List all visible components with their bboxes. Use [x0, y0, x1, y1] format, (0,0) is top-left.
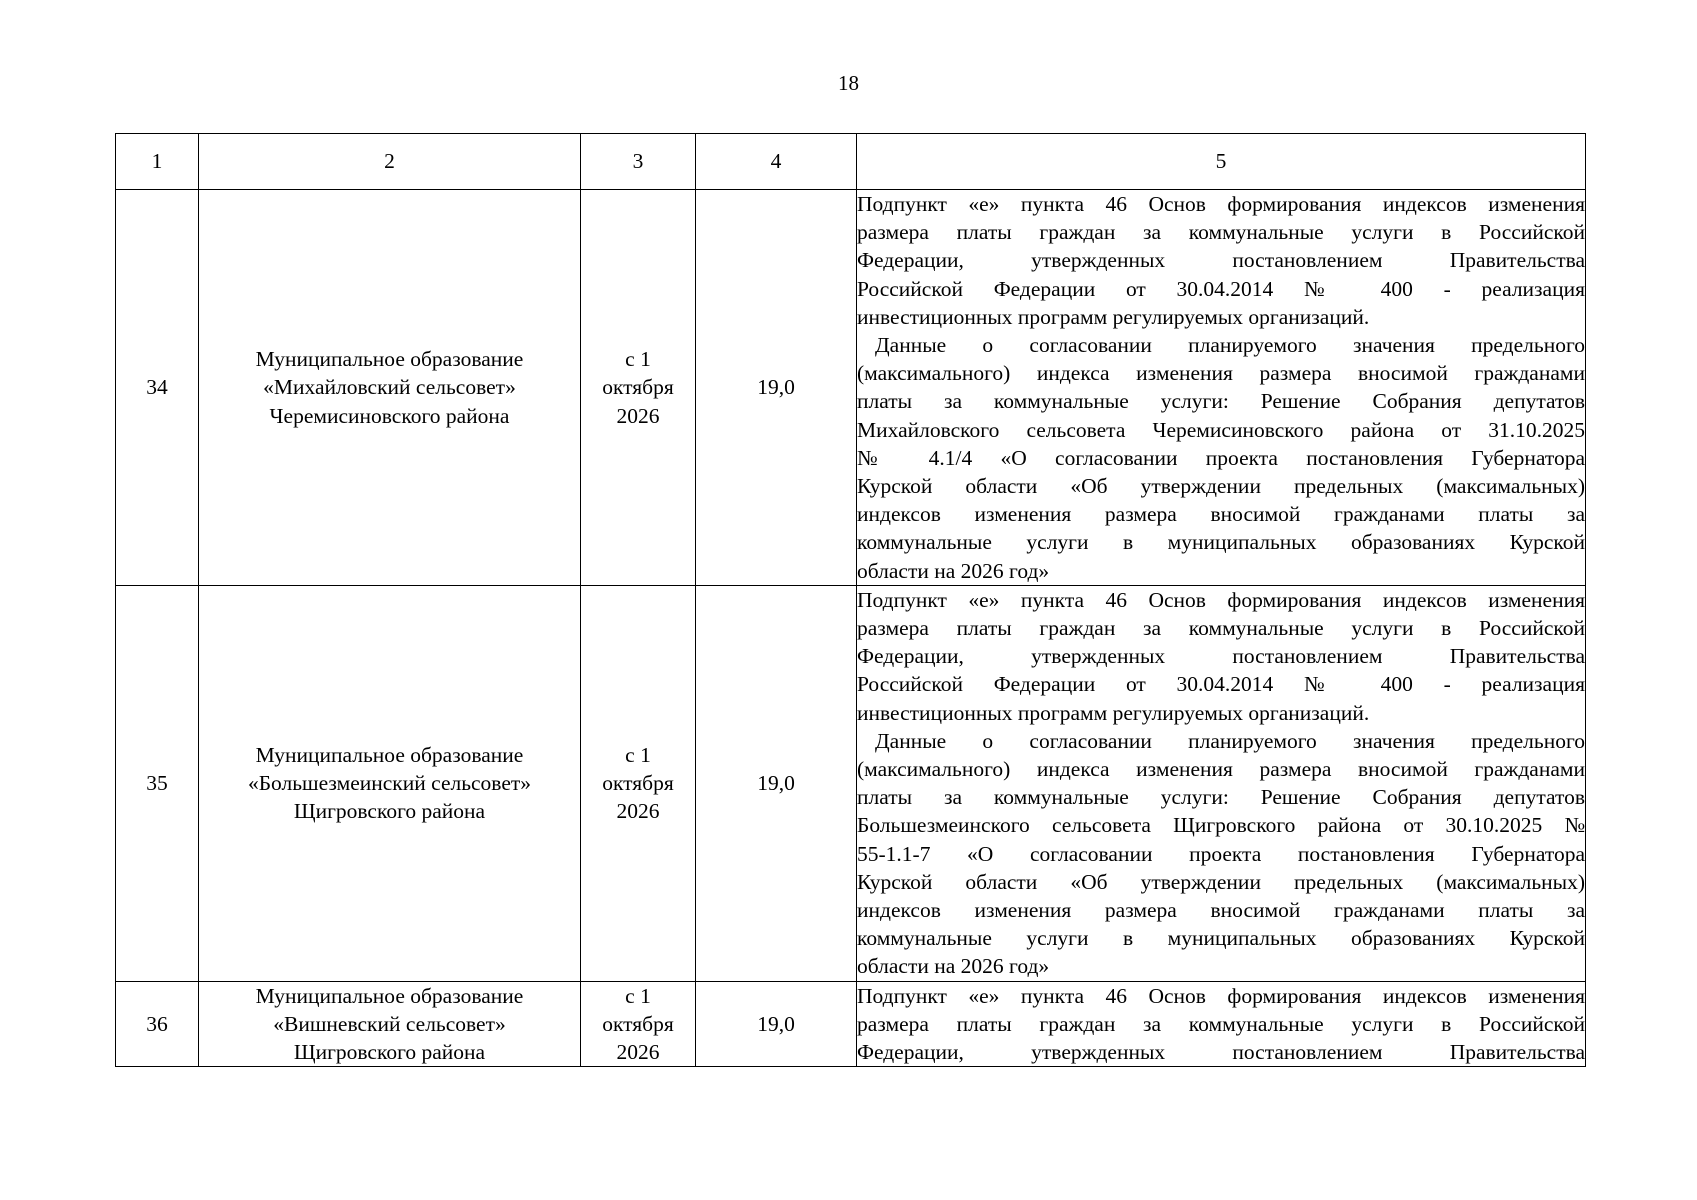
basis-line: Подпункт «е» пункта 46 Основ формирования индексов изменения — [857, 587, 1585, 612]
effective-date-cell — [581, 981, 696, 1067]
effective-date-cell — [581, 190, 696, 586]
table-row — [116, 585, 1586, 981]
municipality-line: «Большезмеинский сельсовет» — [247, 771, 532, 796]
basis-cell — [857, 585, 1586, 981]
municipality-line: «Михайловский сельсовет» — [263, 375, 516, 400]
page-number: 18 — [838, 71, 859, 95]
basis-line: № 4.1/4 «О согласовании проекта постановления Губернатора — [857, 445, 1585, 470]
basis-line: размера платы граждан за коммунальные услуги в Российской — [857, 220, 1585, 245]
municipality-cell — [199, 981, 581, 1067]
column-header: 1 — [116, 134, 199, 190]
basis-line: Курской области «Об утверждении предельных (максимальных) — [857, 869, 1585, 894]
date-line: с 1 — [625, 347, 651, 372]
index-table — [115, 133, 1586, 1067]
basis-line: 55-1.1-7 «О согласовании проекта постановления Губернатора — [857, 841, 1585, 866]
row-number: 34 — [116, 190, 199, 586]
municipality-line: Щигровского района — [293, 1040, 486, 1065]
basis-line: Федерации, утвержденных постановлением Правительства — [857, 248, 1585, 273]
basis-line: (максимального) индекса изменения размера вносимой гражданами — [857, 361, 1585, 386]
basis-line: Михайловского сельсовета Черемисиновского района от 31.10.2025 — [857, 417, 1585, 442]
column-header: 4 — [696, 134, 857, 190]
index-value: 19,0 — [696, 981, 857, 1067]
basis-line: платы за коммунальные услуги: Решение Собрания депутатов — [857, 785, 1585, 810]
table-header-row — [116, 134, 1586, 190]
index-value: 19,0 — [696, 585, 857, 981]
date-line: с 1 — [625, 742, 651, 767]
basis-cell — [857, 190, 1586, 586]
date-line: октября — [602, 771, 674, 796]
column-header: 3 — [581, 134, 696, 190]
municipality-cell — [199, 585, 581, 981]
municipality-line: Черемисиновского района — [269, 403, 510, 428]
basis-cell — [857, 981, 1586, 1067]
basis-line: размера платы граждан за коммунальные услуги в Российской — [857, 616, 1585, 641]
basis-line: Подпункт «е» пункта 46 Основ формирования индексов изменения — [857, 192, 1585, 216]
date-line: 2026 — [616, 799, 660, 824]
basis-line: индексов изменения размера вносимой гражданами платы за — [857, 502, 1585, 527]
basis-line: Данные о согласовании планируемого значения предельного — [875, 728, 1585, 753]
basis-paragraph — [857, 586, 1585, 727]
table-row — [116, 190, 1586, 586]
basis-paragraph — [857, 727, 1585, 981]
basis-line: Российской Федерации от 30.04.2014 № 400 - реализация — [857, 672, 1585, 697]
basis-line: Данные о согласовании планируемого значения предельного — [875, 333, 1585, 358]
row-number: 36 — [116, 981, 199, 1067]
municipality-cell — [199, 190, 581, 586]
column-header: 2 — [199, 134, 581, 190]
basis-line: коммунальные услуги в муниципальных образованиях Курской — [857, 530, 1585, 555]
date-line: с 1 — [625, 983, 651, 1008]
basis-line: области на 2026 год» — [857, 954, 1050, 979]
basis-line: инвестиционных программ регулируемых организаций. — [857, 700, 1370, 725]
date-line: 2026 — [616, 403, 660, 428]
basis-line: платы за коммунальные услуги: Решение Собрания депутатов — [857, 389, 1585, 414]
date-line: 2026 — [616, 1040, 660, 1065]
municipality-line: «Вишневский сельсовет» — [273, 1011, 506, 1036]
basis-line: индексов изменения размера вносимой гражданами платы за — [857, 898, 1585, 923]
basis-line: размера платы граждан за коммунальные услуги в Российской — [857, 1011, 1585, 1036]
basis-line: области на 2026 год» — [857, 558, 1050, 583]
basis-paragraph — [857, 190, 1585, 331]
date-line: октября — [602, 375, 674, 400]
basis-line: Курской области «Об утверждении предельных (максимальных) — [857, 474, 1585, 499]
index-value: 19,0 — [696, 190, 857, 586]
effective-date-cell — [581, 585, 696, 981]
basis-line: Российской Федерации от 30.04.2014 № 400 - реализация — [857, 276, 1585, 301]
basis-line: Подпункт «е» пункта 46 Основ формирования индексов изменения — [857, 983, 1585, 1008]
basis-paragraph — [857, 331, 1585, 585]
table-row — [116, 981, 1586, 1067]
basis-line: Федерации, утвержденных постановлением Правительства — [857, 1040, 1585, 1065]
column-header: 5 — [857, 134, 1586, 190]
municipality-line: Муниципальное образование — [255, 983, 524, 1008]
municipality-line: Муниципальное образование — [255, 347, 524, 372]
basis-paragraph — [857, 982, 1585, 1067]
row-number: 35 — [116, 585, 199, 981]
date-line: октября — [602, 1011, 674, 1036]
basis-line: Федерации, утвержденных постановлением Правительства — [857, 644, 1585, 669]
municipality-line: Щигровского района — [293, 799, 486, 824]
basis-line: (максимального) индекса изменения размера вносимой гражданами — [857, 757, 1585, 782]
basis-line: инвестиционных программ регулируемых организаций. — [857, 304, 1370, 329]
municipality-line: Муниципальное образование — [255, 742, 524, 767]
basis-line: Большезмеинского сельсовета Щигровского района от 30.10.2025 № — [857, 813, 1585, 838]
basis-line: коммунальные услуги в муниципальных образованиях Курской — [857, 926, 1585, 951]
